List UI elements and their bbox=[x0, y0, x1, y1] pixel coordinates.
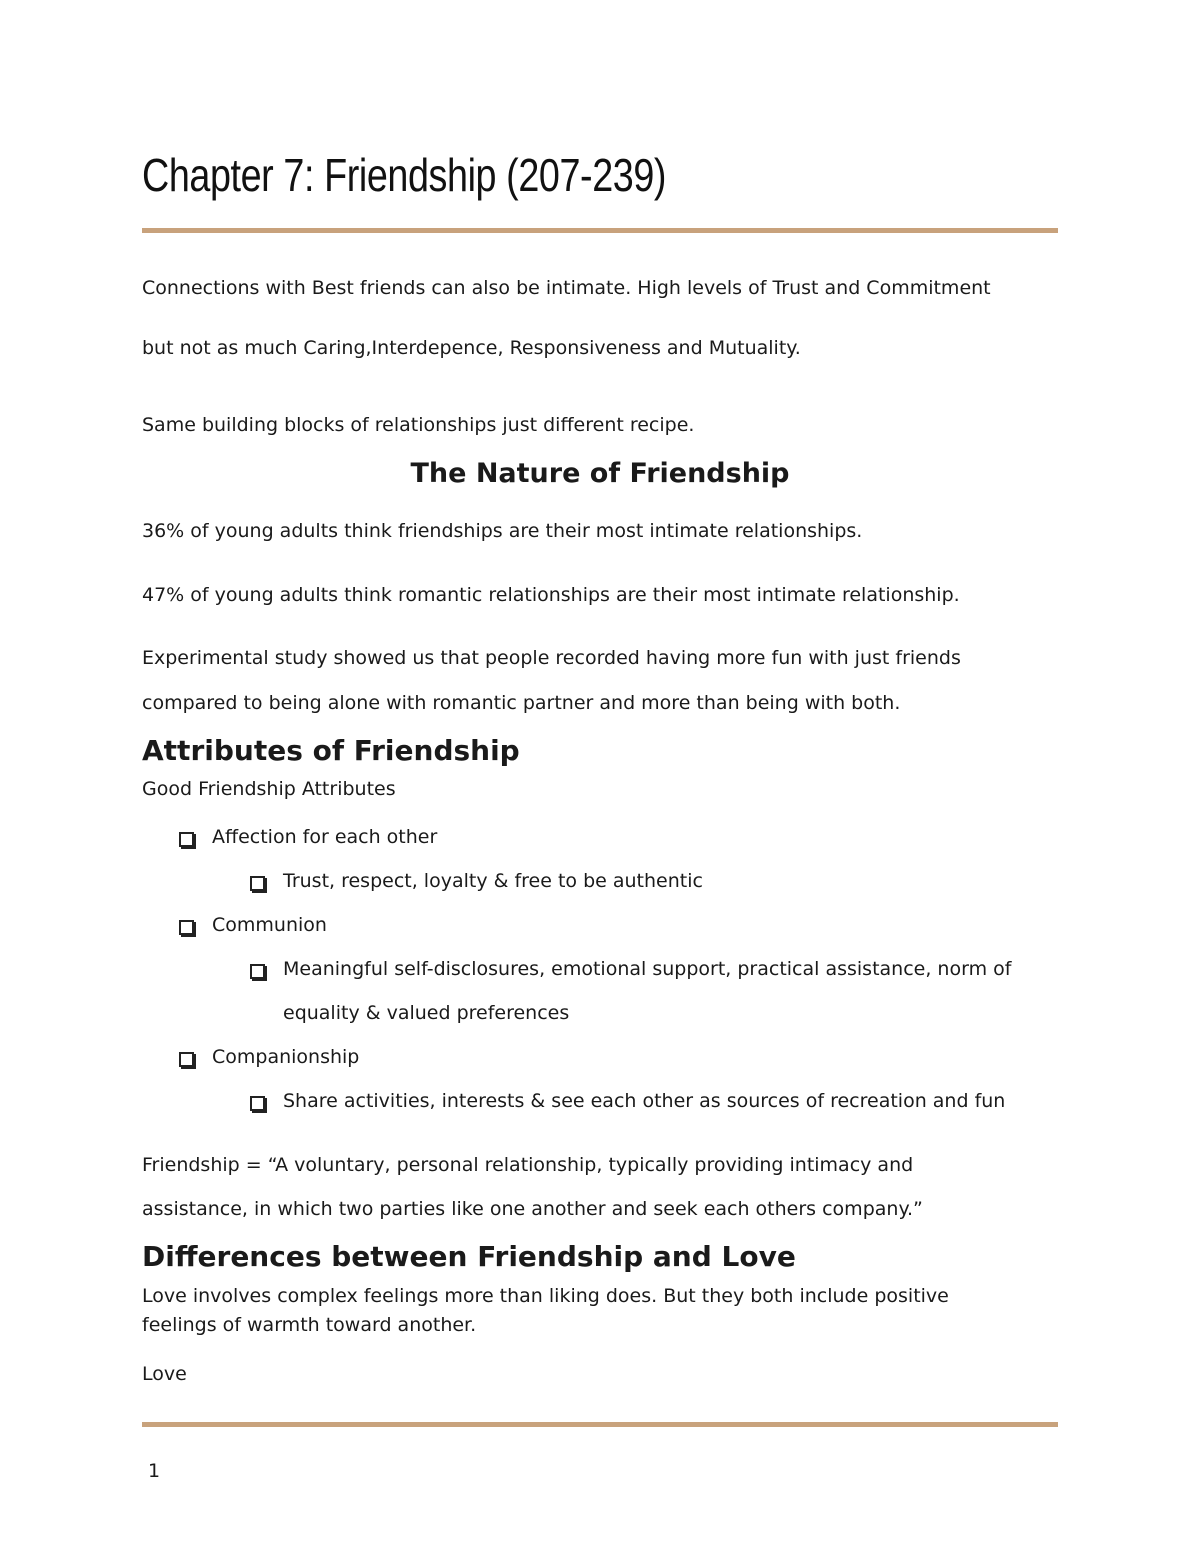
attribute-item-companionship: Companionship bbox=[212, 1046, 360, 1068]
nature-stat-1: 36% of young adults think friendships are their most intimate relationships. bbox=[142, 520, 863, 542]
page-number: 1 bbox=[148, 1460, 161, 1482]
attribute-subitem-activities: Share activities, interests & see each other as sources of recreation and fun bbox=[283, 1090, 1006, 1112]
differences-line-3: Love bbox=[142, 1363, 187, 1385]
attributes-heading: Attributes of Friendship bbox=[142, 734, 520, 767]
differences-line-2: feelings of warmth toward another. bbox=[142, 1314, 477, 1336]
checkbox-icon bbox=[250, 1096, 265, 1111]
attribute-subitem-disclosures: Meaningful self-disclosures, emotional support, practical assistance, norm of bbox=[283, 958, 1012, 980]
definition-line-1: Friendship = “A voluntary, personal relationship, typically providing intimacy and bbox=[142, 1154, 914, 1176]
header-rule bbox=[142, 228, 1058, 233]
nature-stat-2: 47% of young adults think romantic relationships are their most intimate relationship. bbox=[142, 584, 960, 606]
checkbox-icon bbox=[250, 876, 265, 891]
checkbox-icon bbox=[179, 920, 194, 935]
definition-line-2: assistance, in which two parties like one another and seek each others company.” bbox=[142, 1198, 923, 1220]
attribute-item-communion: Communion bbox=[212, 914, 327, 936]
study-line-2: compared to being alone with romantic partner and more than being with both. bbox=[142, 692, 901, 714]
nature-heading: The Nature of Friendship bbox=[410, 458, 790, 489]
checkbox-icon bbox=[250, 964, 265, 979]
checkbox-icon bbox=[179, 1052, 194, 1067]
intro-line-2: but not as much Caring,Interdepence, Responsiveness and Mutuality. bbox=[142, 337, 801, 359]
attribute-subitem-trust: Trust, respect, loyalty & free to be authentic bbox=[283, 870, 703, 892]
intro-line-1: Connections with Best friends can also be intimate. High levels of Trust and Commitment bbox=[142, 277, 991, 299]
chapter-title: Chapter 7: Friendship (207-239) bbox=[142, 149, 667, 201]
footer-rule bbox=[142, 1422, 1058, 1427]
attributes-subheading: Good Friendship Attributes bbox=[142, 778, 396, 800]
document-page bbox=[142, 0, 1058, 1553]
differences-heading: Differences between Friendship and Love bbox=[142, 1240, 796, 1273]
attribute-item-affection: Affection for each other bbox=[212, 826, 438, 848]
intro-line-3: Same building blocks of relationships just different recipe. bbox=[142, 414, 695, 436]
differences-line-1: Love involves complex feelings more than liking does. But they both include positive bbox=[142, 1285, 949, 1307]
attribute-subitem-disclosures-cont: equality & valued preferences bbox=[283, 1002, 570, 1024]
checkbox-icon bbox=[179, 832, 194, 847]
study-line-1: Experimental study showed us that people recorded having more fun with just friends bbox=[142, 647, 961, 669]
